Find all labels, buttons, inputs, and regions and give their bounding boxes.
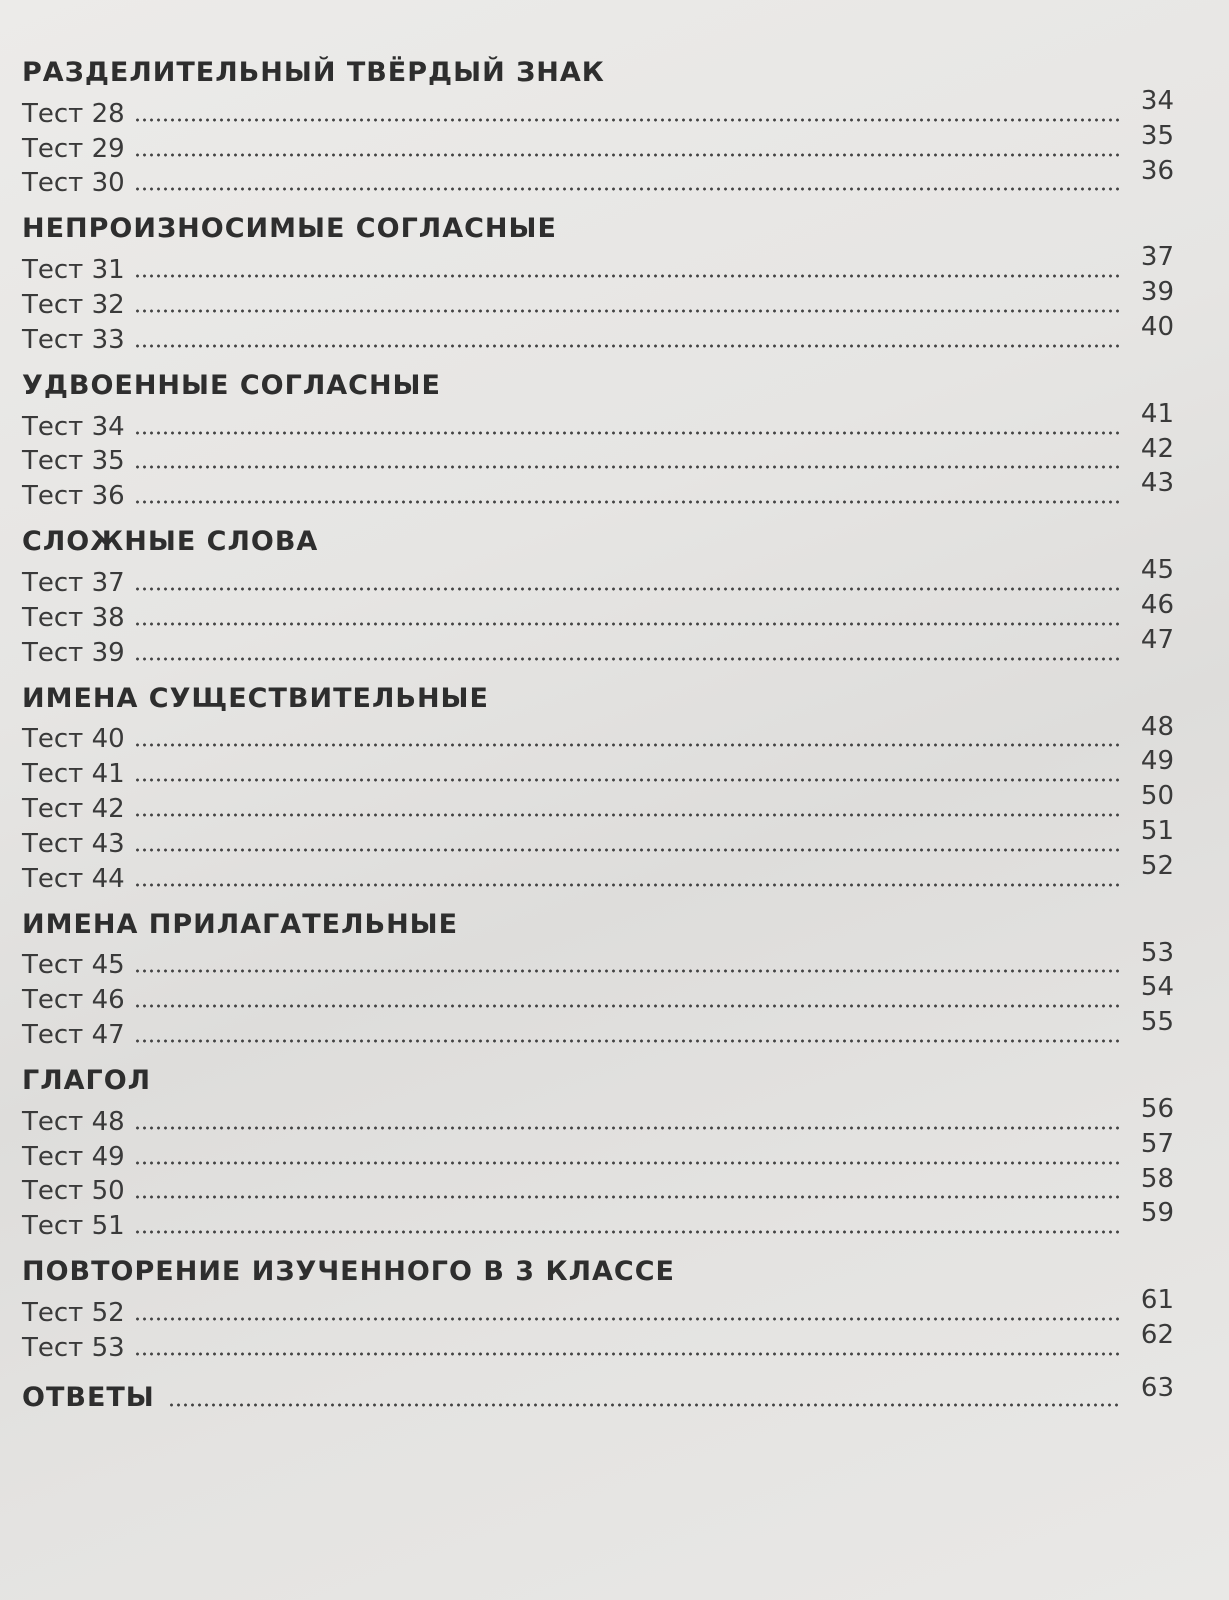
entry-label: Тест 47 xyxy=(22,1019,125,1050)
entry-label: Тест 52 xyxy=(22,1297,125,1328)
entry-label: Тест 43 xyxy=(22,828,125,859)
dot-leader xyxy=(134,1126,1122,1130)
entry-label: Тест 53 xyxy=(22,1332,125,1363)
toc-entry[interactable] xyxy=(22,120,1182,164)
entry-page-number: 52 xyxy=(1140,850,1174,881)
section-title: НЕПРОИЗНОСИМЫЕ СОГЛАСНЫЕ xyxy=(22,213,557,245)
entry-page-number: 45 xyxy=(1140,555,1174,586)
toc-section xyxy=(22,678,1182,894)
entry-page-number: 37 xyxy=(1140,242,1174,273)
toc-section xyxy=(22,208,1182,354)
toc-entry[interactable] xyxy=(22,850,1182,894)
entry-page-number: 63 xyxy=(1140,1372,1174,1403)
section-title: УДВОЕННЫЕ СОГЛАСНЫЕ xyxy=(22,369,441,401)
entry-page-number: 42 xyxy=(1140,433,1174,464)
toc-entry[interactable] xyxy=(22,155,1182,199)
dot-leader xyxy=(134,883,1122,887)
toc-entry[interactable] xyxy=(22,1198,1182,1242)
entry-label: Тест 50 xyxy=(22,1176,125,1207)
entry-page-number: 59 xyxy=(1140,1198,1174,1229)
dot-leader xyxy=(134,969,1122,973)
entry-page-number: 34 xyxy=(1140,86,1174,116)
entry-label: Тест 46 xyxy=(22,985,125,1016)
dot-leader xyxy=(134,778,1122,782)
toc-entry[interactable] xyxy=(22,1007,1182,1050)
toc-entry[interactable] xyxy=(22,277,1182,320)
dot-leader xyxy=(134,274,1122,278)
toc-entry[interactable] xyxy=(22,433,1182,477)
entry-label: Тест 36 xyxy=(22,481,125,512)
toc-entry[interactable] xyxy=(22,972,1182,1016)
dot-leader xyxy=(134,500,1122,504)
dot-leader xyxy=(134,743,1122,747)
section-title: РАЗДЕЛИТЕЛЬНЫЙ ТВЁРДЫЙ ЗНАК xyxy=(22,57,605,88)
toc-entry[interactable] xyxy=(22,311,1182,355)
dot-leader xyxy=(134,309,1122,313)
entry-page-number: 61 xyxy=(1140,1285,1174,1316)
dot-leader xyxy=(134,118,1122,122)
entry-label: Тест 42 xyxy=(22,793,125,824)
entry-label: Тест 39 xyxy=(22,637,125,668)
toc-entry[interactable] xyxy=(22,711,1182,755)
entry-label: Тест 44 xyxy=(22,863,125,894)
section-title: ПОВТОРЕНИЕ ИЗУЧЕННОГО В 3 КЛАССЕ xyxy=(22,1256,675,1288)
entry-page-number: 40 xyxy=(1140,311,1174,342)
section-title: ИМЕНА СУЩЕСТВИТЕЛЬНЫЕ xyxy=(22,682,489,714)
toc-section xyxy=(22,1060,1182,1241)
entry-label: Тест 45 xyxy=(22,950,125,981)
toc-entry[interactable] xyxy=(22,781,1182,824)
entry-page-number: 43 xyxy=(1140,468,1174,499)
toc-entry[interactable] xyxy=(22,1285,1182,1328)
toc-entry[interactable] xyxy=(22,398,1182,442)
entry-page-number: 53 xyxy=(1140,937,1174,968)
dot-leader xyxy=(134,1195,1122,1199)
entry-page-number: 47 xyxy=(1140,624,1174,655)
dot-leader xyxy=(134,1161,1122,1165)
toc-section xyxy=(22,1251,1182,1363)
entry-page-number: 49 xyxy=(1140,746,1174,777)
entry-page-number: 36 xyxy=(1140,155,1174,186)
entry-page-number: 58 xyxy=(1140,1163,1174,1194)
entry-label: Тест 35 xyxy=(22,446,125,477)
entry-label: Тест 32 xyxy=(22,289,125,320)
toc-entry[interactable] xyxy=(22,815,1182,859)
dot-leader xyxy=(134,1039,1122,1043)
toc-entry[interactable] xyxy=(22,86,1182,129)
entry-page-number: 35 xyxy=(1140,120,1174,151)
entry-page-number: 51 xyxy=(1140,815,1174,846)
dot-leader xyxy=(134,657,1122,661)
entry-label: Тест 48 xyxy=(22,1106,125,1137)
dot-leader xyxy=(168,1403,1122,1407)
dot-leader xyxy=(134,1352,1122,1356)
toc-entry[interactable] xyxy=(22,555,1182,598)
entry-page-number: 46 xyxy=(1140,589,1174,620)
section-title: ГЛАГОЛ xyxy=(22,1064,152,1096)
table-of-contents xyxy=(22,52,1182,1415)
entry-label: Тест 30 xyxy=(22,168,125,199)
dot-leader xyxy=(134,344,1122,348)
entry-page-number: 55 xyxy=(1140,1007,1174,1038)
dot-leader xyxy=(134,431,1122,435)
dot-leader xyxy=(134,587,1122,591)
toc-section xyxy=(22,365,1182,511)
entry-label: Тест 40 xyxy=(22,724,125,755)
entry-label: Тест 38 xyxy=(22,602,125,633)
entry-label: Тест 28 xyxy=(22,98,125,129)
toc-entry[interactable] xyxy=(22,937,1182,981)
dot-leader xyxy=(134,153,1122,157)
toc-entry[interactable] xyxy=(22,1093,1182,1137)
entry-page-number: 62 xyxy=(1140,1319,1174,1350)
toc-entry[interactable] xyxy=(22,1319,1182,1363)
toc-section xyxy=(22,52,1182,198)
dot-leader xyxy=(134,848,1122,852)
entry-label: Тест 29 xyxy=(22,133,125,164)
entry-label: Тест 33 xyxy=(22,324,125,355)
entry-page-number: 56 xyxy=(1140,1093,1174,1124)
entry-label: Тест 31 xyxy=(22,255,125,286)
dot-leader xyxy=(134,1230,1122,1234)
dot-leader xyxy=(134,1004,1122,1008)
entry-page-number: 54 xyxy=(1140,972,1174,1003)
toc-entry[interactable] xyxy=(22,1128,1182,1172)
entry-label: Тест 51 xyxy=(22,1211,125,1242)
toc-entry[interactable] xyxy=(22,468,1182,512)
entry-page-number: 41 xyxy=(1140,398,1174,429)
dot-leader xyxy=(134,1317,1122,1321)
entry-page-number: 50 xyxy=(1140,781,1174,812)
toc-entry[interactable] xyxy=(22,589,1182,633)
entry-label: Тест 37 xyxy=(22,567,125,598)
section-title: СЛОЖНЫЕ СЛОВА xyxy=(22,526,319,558)
toc-entry[interactable] xyxy=(22,1163,1182,1207)
entry-page-number: 39 xyxy=(1140,277,1174,308)
entry-label: Тест 49 xyxy=(22,1141,125,1172)
answers-label: ОТВЕТЫ xyxy=(22,1381,155,1413)
toc-entry[interactable] xyxy=(22,746,1182,790)
toc-section xyxy=(22,521,1182,667)
dot-leader xyxy=(134,465,1122,469)
entry-label: Тест 41 xyxy=(22,759,125,790)
toc-section xyxy=(22,904,1182,1050)
entry-page-number: 57 xyxy=(1140,1128,1174,1159)
toc-answers-entry[interactable] xyxy=(22,1373,1182,1415)
toc-entry[interactable] xyxy=(22,242,1182,286)
dot-leader xyxy=(134,622,1122,626)
entry-page-number: 48 xyxy=(1140,711,1174,742)
entry-label: Тест 34 xyxy=(22,411,125,442)
dot-leader xyxy=(134,813,1122,817)
dot-leader xyxy=(134,187,1122,191)
section-title: ИМЕНА ПРИЛАГАТЕЛЬНЫЕ xyxy=(22,908,459,940)
toc-entry[interactable] xyxy=(22,624,1182,668)
